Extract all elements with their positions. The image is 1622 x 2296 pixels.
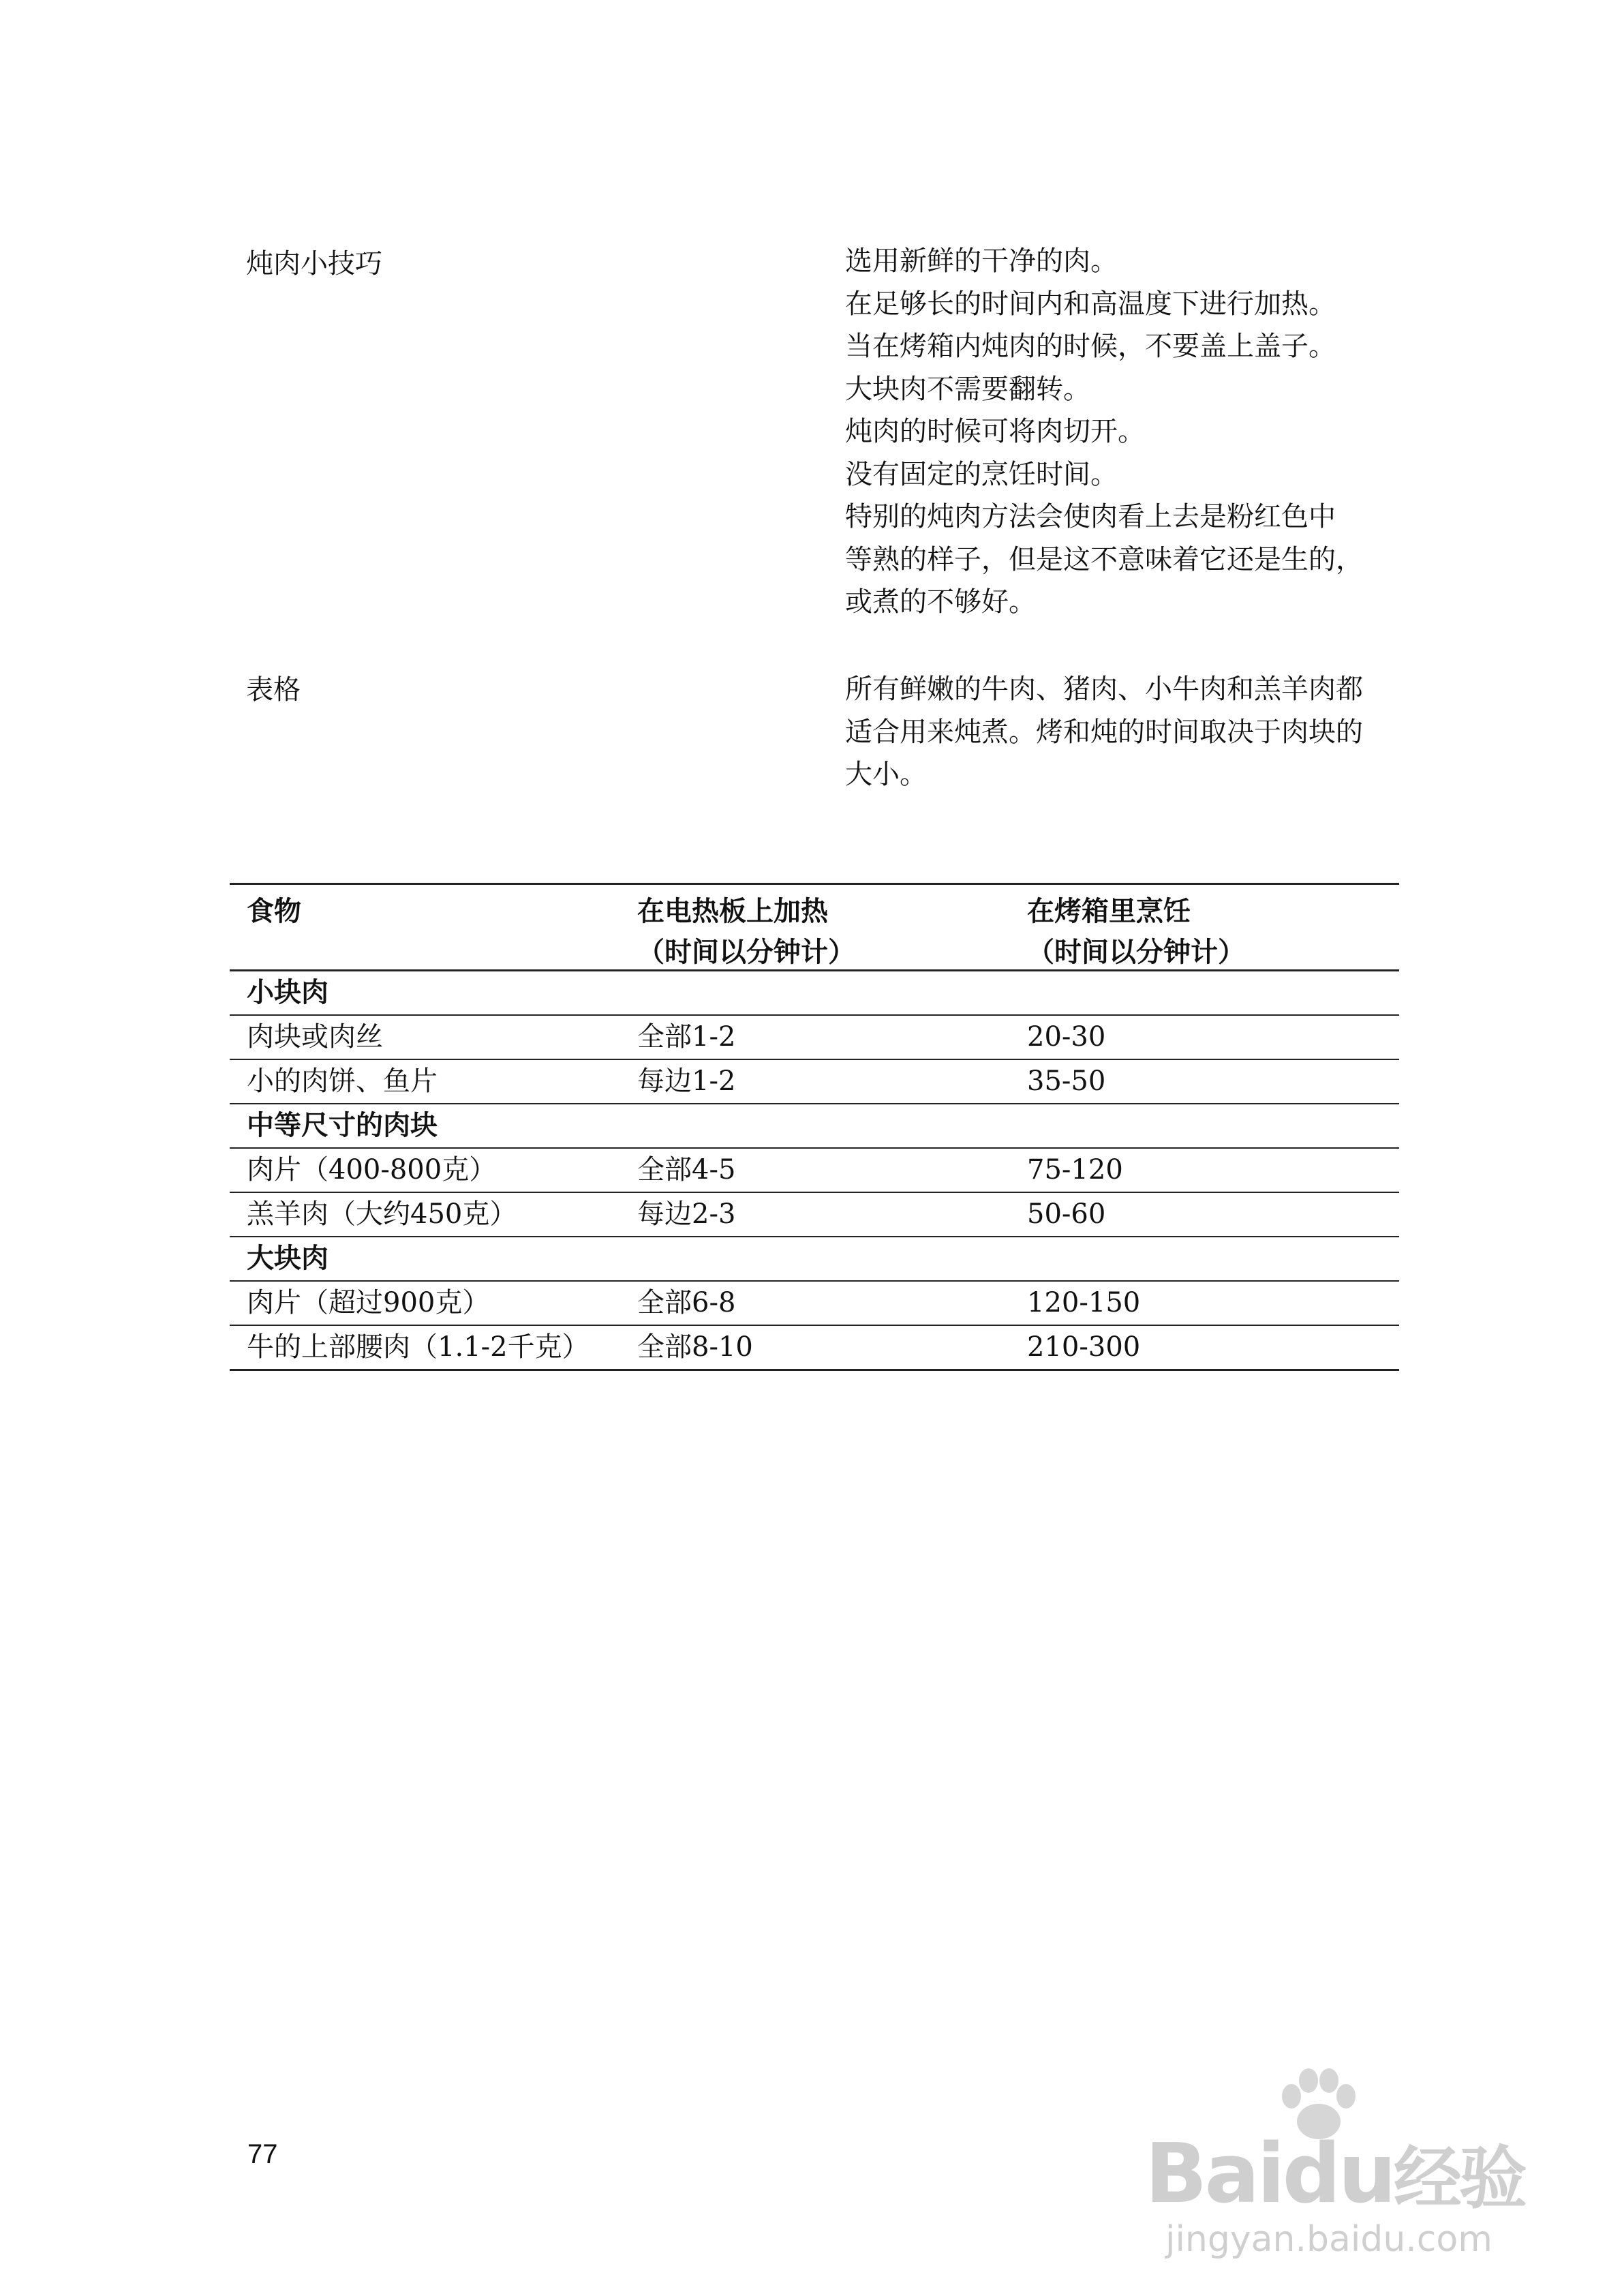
cell-oven: 35-50 [1027, 1066, 1106, 1097]
header-oven-label: 在烤箱里烹饪 [1027, 896, 1191, 927]
group-title: 小块肉 [247, 977, 328, 1008]
cell-oven: 75-120 [1027, 1154, 1123, 1185]
tips-paragraph [845, 240, 1363, 624]
watermark-brand: Baidu [1145, 2127, 1394, 2222]
cell-hotplate: 全部1-2 [637, 1021, 736, 1053]
intro-line: 所有鲜嫩的牛肉、猪肉、小牛肉和羔羊肉都 [845, 674, 1363, 705]
intro-line: 适合用来炖煮。烤和炖的时间取决于肉块的 [845, 716, 1363, 748]
table-header-row [230, 883, 1399, 971]
cell-hotplate: 全部4-5 [637, 1154, 736, 1185]
tips-line: 大块肉不需要翻转。 [845, 373, 1090, 405]
table-intro-paragraph [845, 668, 1363, 796]
cell-food: 羔羊肉（大约450克） [247, 1198, 517, 1230]
tips-line: 选用新鲜的干净的肉。 [845, 245, 1118, 277]
header-hotplate-label: 在电热板上加热 [637, 896, 828, 927]
header-hotplate-unit: （时间以分钟计） [637, 937, 855, 968]
watermark-sub: 经验 [1393, 2139, 1525, 2218]
cell-hotplate: 每边2-3 [637, 1198, 736, 1230]
table-row [230, 1193, 1399, 1237]
table-row [230, 1326, 1399, 1371]
section-label-table: 表格 [246, 674, 301, 706]
table-row [230, 1016, 1399, 1060]
cell-hotplate: 每边1-2 [637, 1066, 736, 1097]
group-title: 中等尺寸的肉块 [247, 1110, 438, 1141]
tips-line: 炖肉的时候可将肉切开。 [845, 416, 1145, 447]
table-group-row [230, 1237, 1399, 1282]
cell-food: 肉片（超过900克） [247, 1287, 490, 1318]
header-food [247, 891, 301, 932]
cooking-time-table [230, 883, 1399, 1371]
cell-oven: 20-30 [1027, 1021, 1106, 1053]
cell-oven: 120-150 [1027, 1287, 1141, 1318]
section-label-tips: 炖肉小技巧 [246, 248, 382, 280]
tips-line: 在足够长的时间内和高温度下进行加热。 [845, 288, 1336, 320]
header-hotplate [637, 891, 855, 973]
page-number: 77 [247, 2139, 278, 2169]
tips-line: 特别的炖肉方法会使肉看上去是粉红色中 [845, 501, 1336, 532]
tips-line: 没有固定的烹饪时间。 [845, 458, 1118, 490]
header-oven [1027, 891, 1245, 973]
table-row [230, 1282, 1399, 1326]
tips-line: 等熟的样子，但是这不意味着它还是生的， [845, 543, 1363, 575]
table-row [230, 1149, 1399, 1193]
group-title: 大块肉 [247, 1243, 328, 1274]
cell-food: 肉块或肉丝 [247, 1021, 383, 1053]
tips-line: 当在烤箱内炖肉的时候，不要盖上盖子。 [845, 331, 1336, 362]
intro-line: 大小。 [845, 759, 927, 790]
header-oven-unit: （时间以分钟计） [1027, 937, 1245, 968]
cell-food: 牛的上部腰肉（1.1-2千克） [247, 1331, 590, 1363]
cell-hotplate: 全部8-10 [637, 1331, 753, 1363]
cell-food: 小的肉饼、鱼片 [247, 1066, 438, 1097]
cell-oven: 210-300 [1027, 1331, 1141, 1363]
cell-oven: 50-60 [1027, 1198, 1106, 1230]
watermark-url: jingyan.baidu.com [1165, 2219, 1493, 2260]
table-group-row [230, 1104, 1399, 1149]
table-group-row [230, 971, 1399, 1016]
header-food-label: 食物 [247, 896, 301, 927]
cell-food: 肉片（400-800克） [247, 1154, 497, 1185]
cell-hotplate: 全部6-8 [637, 1287, 736, 1318]
baidu-watermark [1145, 2066, 1527, 2270]
table-row [230, 1060, 1399, 1104]
tips-line: 或煮的不够好。 [845, 586, 1036, 618]
